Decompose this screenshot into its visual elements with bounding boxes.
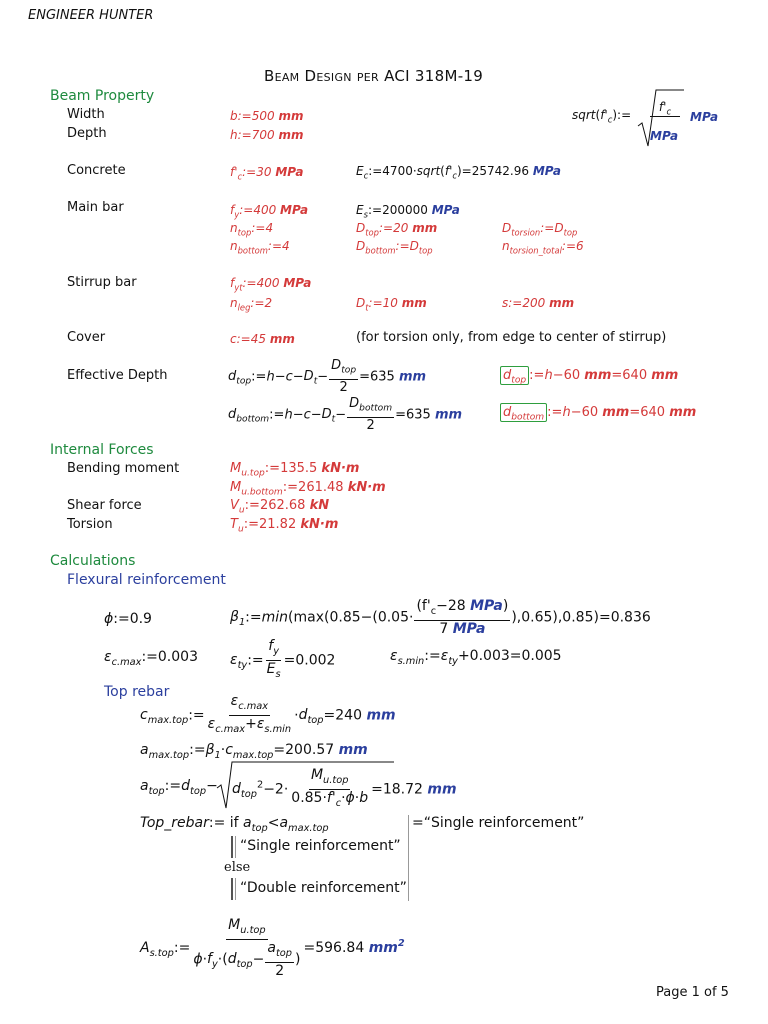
label-shear-force: Shear force <box>67 498 142 513</box>
sqrt-num: $f'_c$ <box>650 100 680 117</box>
eq-Tu: $T_u:=21.82$ kN·m <box>230 517 339 535</box>
label-effective-depth: Effective Depth <box>67 368 168 383</box>
program-bar-right <box>408 815 409 901</box>
eq-As-top: $A_{s.top}:=$ $M_{u.top}$ $\phi\cdot f_y\cdot(d_{top}-$ $\frac{a_{top}}{2}$ ) =596.84 $mm^2$ <box>140 917 405 979</box>
eq-Es: $E_s:=200000$ MPa <box>356 203 460 220</box>
eq-Vu: $V_u:=262.68$ kN <box>230 498 330 516</box>
subsection-top-rebar: Top rebar <box>104 684 170 700</box>
eq-d-bottom-alt: $d_{bottom}$ :=h−60 mm=640 mm <box>500 405 696 423</box>
eq-Mu-bottom: $M_{u.bottom}:=261.48$ kN·m <box>230 480 386 498</box>
program-bar-1b <box>235 836 236 858</box>
eq-d-bottom: $d_{bottom}:=h-c-D_t-$ $\frac{D_{bottom}}{2}$ =635 mm <box>228 396 463 433</box>
label-bending-moment: Bending moment <box>67 461 180 476</box>
page-title: Beam Design per ACI 318M-19 <box>264 67 484 85</box>
eq-fc: $f'_c:=30$ MPa <box>230 165 304 182</box>
subsection-flexural: Flexural reinforcement <box>67 572 226 588</box>
eq-n-leg: $n_{leg}:=2$ <box>230 296 273 313</box>
sqrt-unit: MPa <box>690 110 719 124</box>
eq-Dt: $D_t:=10$ mm <box>356 296 427 313</box>
eq-D-top: $D_{top}:=20$ mm <box>356 221 438 238</box>
eq-d-top-alt: $d_{top}$ :=h−60 mm=640 mm <box>500 368 678 386</box>
eq-eps-smin: $\varepsilon_{s.min}:=\varepsilon_{ty}+0.003=0.005$ <box>390 648 562 667</box>
eq-c-max-top: $c_{max.top}:=$ $\frac{\varepsilon_{c.max}}{\varepsilon_{c.max}+\varepsilon_{s.min}}$ $\cdot d_{top}=240$ mm <box>140 693 396 735</box>
eq-fyt: $f_{yt}:=400$ MPa <box>230 276 312 293</box>
label-concrete: Concrete <box>67 163 126 178</box>
eq-b: b:=500 mm <box>230 109 304 123</box>
eq-top-rebar: Top_rebar:= if $a_{top}<a_{max.top}$ <box>140 815 329 834</box>
eq-D-bottom: $D_{bottom}:=D_{top}$ <box>356 239 433 256</box>
sqrt-den: MPa <box>650 129 679 143</box>
label-width: Width <box>67 107 105 122</box>
eq-a-top-rhs: $d_{top}^2-2\cdot$ $\frac{M_{u.top}}{0.85\cdot f'_c\cdot\phi\cdot b}$ =18.72 mm <box>232 767 457 809</box>
program-bar-2b <box>235 878 236 900</box>
label-stirrup-bar: Stirrup bar <box>67 275 137 290</box>
program-bar-1 <box>231 836 233 858</box>
option-double: “Double reinforcement” <box>240 880 407 896</box>
section-internal-forces: Internal Forces <box>50 442 154 458</box>
eq-a-max-top: $a_{max.top}:=\beta_1\cdot c_{max.top}=200.57$ mm <box>140 742 368 761</box>
top-rebar-result: =“Single reinforcement” <box>412 815 585 831</box>
eq-Mu-top: $M_{u.top}:=135.5$ kN·m <box>230 461 360 479</box>
label-depth: Depth <box>67 126 107 141</box>
eq-h: h:=700 mm <box>230 128 304 142</box>
eq-Ec: $E_c:=4700\cdot sqrt(f'_c)=25742.96$ MPa <box>356 164 561 181</box>
eq-beta1: $\beta_1:=\min(\max(0.85-(0.05\cdot$ $\frac{(f'_c-28 MPa)}{\text{7 MPa}}$ ),0.65),0.85)=0.836 <box>230 598 651 637</box>
eq-sqrt-def: $sqrt(f'_c):=$ <box>572 108 632 125</box>
section-calculations: Calculations <box>50 553 136 569</box>
option-single: “Single reinforcement” <box>240 838 401 854</box>
eq-D-torsion: $D_{torsion}:=D_{top}$ <box>502 221 578 238</box>
cover-note: (for torsion only, from edge to center of stirrup) <box>356 330 667 345</box>
company-header: ENGINEER HUNTER <box>28 8 154 23</box>
label-main-bar: Main bar <box>67 200 124 215</box>
label-cover: Cover <box>67 330 106 345</box>
eq-eps-ty: $\varepsilon_{ty}:=$ $\frac{f_y}{E_s}$ =0.002 <box>230 638 336 680</box>
eq-d-top: $d_{top}:=h-c-D_t-$ $\frac{D_{top}}{2}$ =635 mm <box>228 358 427 395</box>
label-torsion: Torsion <box>67 517 113 532</box>
eq-fy: $f_y:=400$ MPa <box>230 203 309 220</box>
eq-eps-cmax: $\varepsilon_{c.max}:=0.003$ <box>104 649 198 668</box>
else-keyword: else <box>224 860 251 875</box>
eq-phi: ϕ:=0.9 <box>104 611 152 627</box>
eq-a-top-lhs: $a_{top}:=d_{top}-$ <box>140 778 218 797</box>
eq-n-bottom: $n_{bottom}:=4$ <box>230 239 290 256</box>
eq-c: c:=45 mm <box>230 332 295 346</box>
eq-n-top: $n_{top}:=4$ <box>230 221 274 238</box>
eq-s: s:=200 mm <box>502 296 575 310</box>
eq-n-torsion-total: $n_{torsion\_total}:=6$ <box>502 239 584 256</box>
section-beam-property: Beam Property <box>50 88 155 104</box>
page-number: Page 1 of 5 <box>656 985 729 1000</box>
program-bar-2 <box>231 878 233 900</box>
